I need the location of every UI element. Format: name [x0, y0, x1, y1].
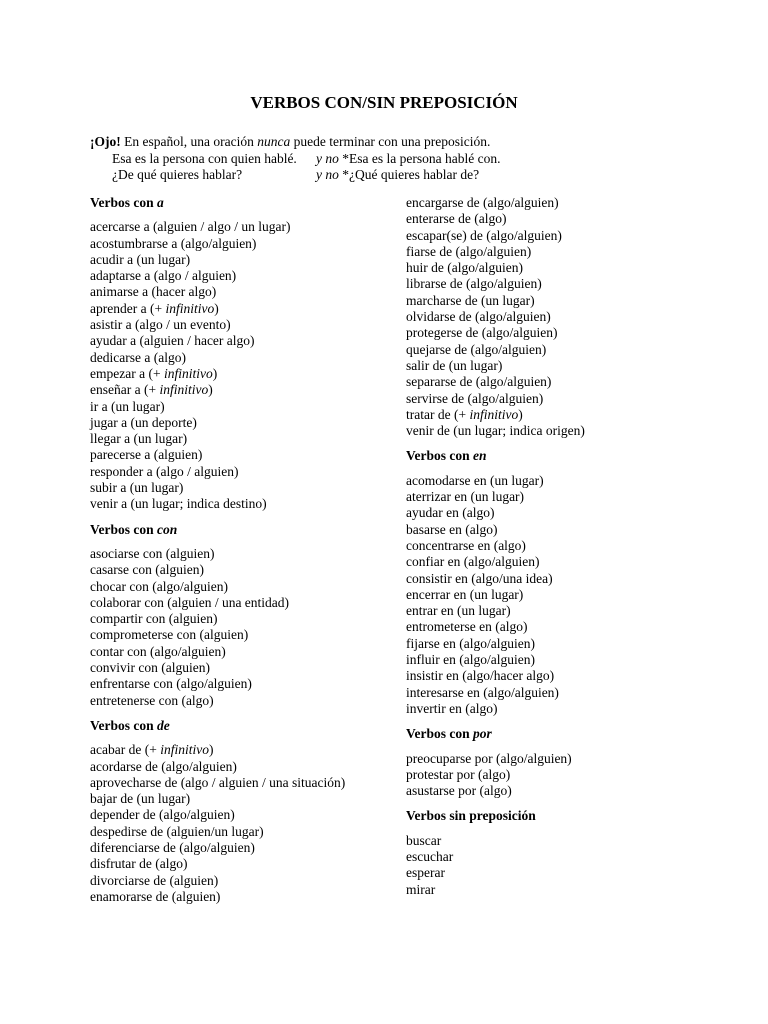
verb-entry: entrometerse en (algo): [406, 619, 528, 635]
verb-entry: venir de (un lugar; indica origen): [406, 423, 585, 439]
verb-entry: aterrizar en (un lugar): [406, 489, 525, 505]
verb-entry: fijarse en (algo/alguien): [406, 635, 535, 651]
section-sin: [406, 808, 726, 897]
verb-list: [90, 546, 390, 709]
verb-entry: chocar con (algo/alguien): [90, 578, 228, 594]
verb-entry: asociarse con (alguien): [90, 545, 215, 561]
verb-entry: acostumbrarse a (algo/alguien): [90, 235, 257, 251]
verb-list: [406, 195, 726, 439]
verb-entry: convivir con (alguien): [90, 660, 210, 676]
verb-entry: consistir en (algo/una idea): [406, 570, 553, 586]
verb-entry: insistir en (algo/hacer algo): [406, 668, 555, 684]
verb-entry: fiarse de (algo/alguien): [406, 243, 532, 259]
verb-entry: subir a (un lugar): [90, 480, 184, 496]
verb-entry: enterarse de (algo): [406, 211, 507, 227]
left-column: [90, 195, 390, 914]
verb-entry: animarse a (hacer algo): [90, 284, 217, 300]
example-line: [90, 167, 730, 184]
section-de-continued: [406, 195, 726, 439]
verb-entry: separarse de (algo/alguien): [406, 374, 552, 390]
page-title: VERBOS CON/SIN PREPOSICIÓN: [250, 93, 518, 112]
verb-entry: invertir en (algo): [406, 700, 498, 716]
verb-entry: despedirse de (alguien/un lugar): [90, 823, 264, 839]
verb-entry: disfrutar de (algo): [90, 856, 188, 872]
section-heading: Verbos con a: [90, 195, 164, 210]
verb-entry: aprender a (+ infinitivo): [90, 300, 219, 316]
verb-entry: esperar: [406, 865, 445, 881]
verb-entry: librarse de (algo/alguien): [406, 276, 542, 292]
verb-entry: tratar de (+ infinitivo): [406, 406, 523, 422]
verb-entry: buscar: [406, 832, 442, 848]
verb-entry: basarse en (algo): [406, 521, 498, 537]
verb-entry: ayudar a (alguien / hacer algo): [90, 333, 255, 349]
verb-entry: acabar de (+ infinitivo): [90, 742, 214, 758]
verb-entry: adaptarse a (algo / alguien): [90, 268, 237, 284]
verb-list: [406, 833, 726, 898]
verb-entry: confiar en (algo/alguien): [406, 554, 540, 570]
verb-entry: olvidarse de (algo/alguien): [406, 309, 551, 325]
verb-entry: parecerse a (alguien): [90, 447, 203, 463]
example-line: [90, 151, 730, 168]
section-heading: Verbos con de: [90, 717, 170, 733]
verb-entry: diferenciarse de (algo/alguien): [90, 839, 255, 855]
verb-entry: responder a (algo / alguien): [90, 463, 239, 479]
verb-entry: huir de (algo/alguien): [406, 260, 523, 276]
verb-entry: ir a (un lugar): [90, 398, 165, 414]
verb-entry: divorciarse de (alguien): [90, 872, 219, 888]
verb-entry: protestar por (algo): [406, 766, 511, 782]
verb-entry: concentrarse en (algo): [406, 537, 526, 553]
verb-entry: compartir con (alguien): [90, 611, 218, 627]
ojo-label: ¡Ojo!: [90, 134, 121, 149]
verb-entry: entretenerse con (algo): [90, 692, 214, 708]
section-con: [90, 522, 390, 709]
verb-entry: comprometerse con (alguien): [90, 627, 249, 643]
verb-entry: protegerse de (algo/alguien): [406, 325, 558, 341]
verb-entry: enamorarse de (alguien): [90, 888, 221, 904]
verb-entry: escuchar: [406, 848, 454, 864]
section-de: [90, 718, 390, 905]
intro-rule: ¡Ojo! En español, una oración nunca puede terminar con una preposición.: [90, 134, 491, 149]
right-column: [406, 195, 726, 907]
verb-entry: salir de (un lugar): [406, 357, 503, 373]
correct-example: ¿De qué quieres hablar?: [112, 167, 243, 182]
section-heading: Verbos con con: [90, 521, 178, 537]
verb-entry: influir en (algo/alguien): [406, 652, 535, 668]
verb-entry: jugar a (un deporte): [90, 414, 197, 430]
section-heading: Verbos con en: [406, 448, 487, 464]
verb-list: [90, 742, 390, 905]
verb-entry: asistir a (algo / un evento): [90, 317, 231, 333]
verb-entry: servirse de (algo/alguien): [406, 390, 544, 406]
verb-entry: llegar a (un lugar): [90, 431, 188, 447]
verb-entry: acomodarse en (un lugar): [406, 472, 544, 488]
section-en: [406, 448, 726, 717]
verb-entry: empezar a (+ infinitivo): [90, 365, 218, 381]
verb-entry: encargarse de (algo/alguien): [406, 195, 559, 210]
verb-list: [90, 219, 390, 512]
verb-entry: colaborar con (alguien / una entidad): [90, 594, 290, 610]
section-a: [90, 195, 390, 513]
verb-entry: escapar(se) de (algo/alguien): [406, 227, 562, 243]
verb-entry: encerrar en (un lugar): [406, 586, 524, 602]
verb-entry: mirar: [406, 881, 436, 897]
verb-entry: depender de (algo/alguien): [90, 807, 235, 823]
verb-list: [406, 751, 726, 800]
verb-entry: venir a (un lugar; indica destino): [90, 496, 267, 512]
verb-entry: entrar en (un lugar): [406, 603, 511, 619]
correct-example: Esa es la persona con quien hablé.: [112, 150, 297, 166]
verb-entry: asustarse por (algo): [406, 783, 512, 799]
verb-entry: preocuparse por (algo/alguien): [406, 750, 572, 766]
verb-entry: quejarse de (algo/alguien): [406, 341, 547, 357]
verb-entry: acercarse a (alguien / algo / un lugar): [90, 219, 291, 235]
verb-entry: contar con (algo/alguien): [90, 643, 226, 659]
verb-entry: bajar de (un lugar): [90, 791, 191, 807]
incorrect-example: y no *Esa es la persona hablé con.: [316, 150, 501, 166]
verb-entry: marcharse de (un lugar): [406, 292, 535, 308]
intro-note: [90, 134, 730, 184]
verb-entry: dedicarse a (algo): [90, 349, 186, 365]
verb-entry: casarse con (alguien): [90, 562, 204, 578]
verb-entry: acudir a (un lugar): [90, 251, 191, 267]
verb-entry: ayudar en (algo): [406, 505, 495, 521]
verb-entry: aprovecharse de (algo / alguien / una situación): [90, 774, 346, 790]
section-heading: Verbos sin preposición: [406, 808, 536, 824]
verb-entry: acordarse de (algo/alguien): [90, 758, 237, 774]
section-por: [406, 726, 726, 799]
verb-list: [406, 473, 726, 717]
verb-entry: enfrentarse con (algo/alguien): [90, 676, 252, 692]
incorrect-example: y no *¿Qué quieres hablar de?: [316, 167, 480, 182]
section-heading: Verbos con por: [406, 726, 492, 742]
verb-entry: enseñar a (+ infinitivo): [90, 382, 213, 398]
verb-entry: interesarse en (algo/alguien): [406, 684, 559, 700]
